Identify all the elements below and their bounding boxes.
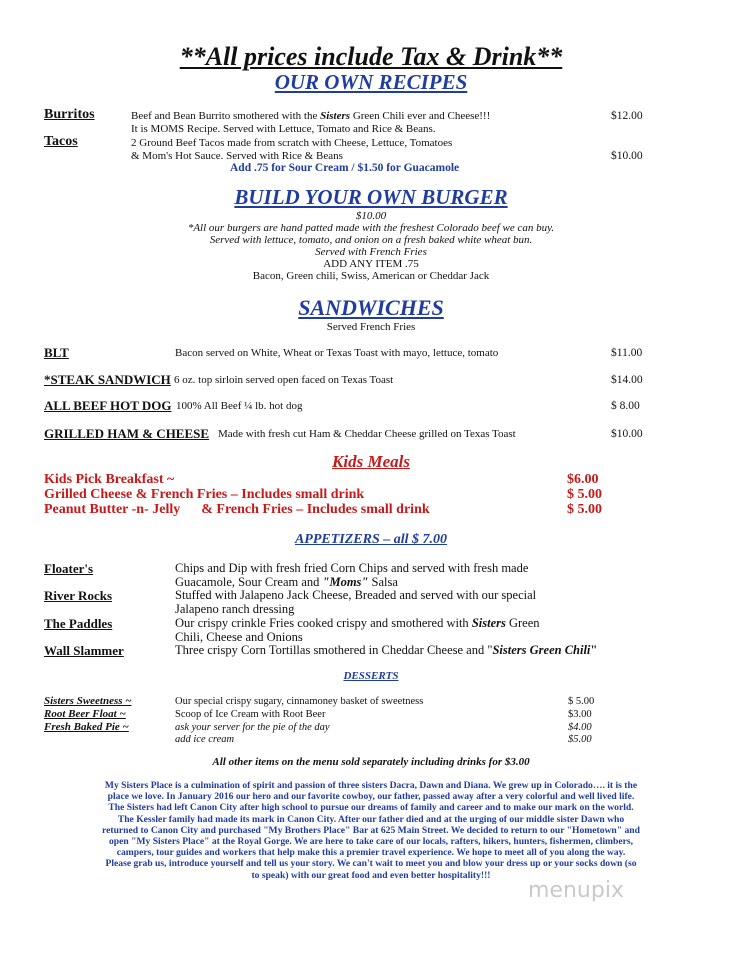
footer-note: All other items on the menu sold separately including drinks for $3.00 [212, 756, 530, 768]
section-title-kids: Kids Meals [332, 452, 410, 471]
item-price-ham-cheese: $10.00 [611, 428, 643, 440]
dessert-name-2: Root Beer Float ~ [44, 708, 126, 720]
app-name-river-rocks: River Rocks [44, 588, 113, 603]
story-line: open "My Sisters Place" at the Royal Gorge. We are here to take care of our locals, rafters, hikers, hunters, fishermen, climbers, [109, 836, 633, 848]
paddles-sisters: Sisters [471, 616, 506, 630]
app-desc-paddles [175, 616, 540, 644]
kids-price-1: $6.00 [567, 472, 599, 487]
kids-price-2: $ 5.00 [567, 487, 602, 502]
burritos-desc-b: Green Chili ever and Cheese!!! [350, 110, 491, 122]
tacos-desc-line1: 2 Ground Beef Tacos made from scratch with Cheese, Lettuce, Tomatoes [131, 137, 453, 149]
item-desc-blt: Bacon served on White, Wheat or Texas Toast with mayo, lettuce, tomato [175, 347, 499, 359]
app-desc-river-rocks [175, 588, 536, 616]
burger-line2: Served with lettuce, tomato, and onion on a fresh baked white wheat bun. [209, 234, 533, 246]
burritos-desc-a: Beef and Bean Burrito smothered with the [131, 110, 321, 122]
item-price-tacos: $10.00 [611, 150, 643, 162]
item-name-ham-cheese: GRILLED HAM & CHEESE [44, 426, 210, 441]
section-title-desserts: DESSERTS [343, 670, 399, 682]
kids-item-1: Kids Pick Breakfast ~ [44, 472, 175, 487]
burger-line5: Bacon, Green chili, Swiss, American or Cheddar Jack [252, 270, 490, 282]
item-desc-tacos [131, 137, 452, 162]
dessert-desc-3: ask your server for the pie of the day [175, 722, 330, 733]
wall-line1a: Three crispy Corn Tortillas smothered in Cheddar Cheese and " [175, 643, 493, 657]
item-name-blt: BLT [44, 345, 69, 360]
river-line1: Stuffed with Jalapeno Jack Cheese, Breaded and served with our special [175, 588, 537, 602]
floaters-line2b: Salsa [368, 575, 398, 589]
item-price-blt: $11.00 [611, 347, 643, 359]
item-desc-burritos [131, 110, 490, 135]
story-line: campers, tour guides and workers that help make this a premier travel experience. We hope to meet all of you along the way. [116, 847, 626, 859]
burritos-desc-line2: It is MOMS Recipe. Served with Lettuce, Tomato and Rice & Beans. [131, 122, 436, 135]
kids-item-2: Grilled Cheese & French Fries – Includes small drink [44, 487, 365, 502]
item-price-burritos: $12.00 [611, 110, 643, 122]
item-desc-hotdog: 100% All Beef ¼ lb. hot dog [176, 400, 303, 412]
paddles-line1b: Green [505, 616, 540, 630]
story-line: place we love. In January 2016 our hero and our favorite cowboy, our father, passed away after a very colorful and well lived life. [107, 791, 635, 803]
item-name-tacos: Tacos [44, 134, 78, 149]
page-title: **All prices include Tax & Drink** [179, 42, 563, 71]
burritos-sisters: Sisters [320, 110, 351, 122]
watermark: menupix [528, 878, 624, 903]
burger-price: $10.00 [355, 210, 387, 222]
story-line: to speak) with our great food and even better hospitality!!! [251, 869, 491, 881]
dessert-desc-2: Scoop of Ice Cream with Root Beer [175, 709, 326, 720]
story-line: My Sisters Place is a culmination of spirit and passion of three sisters Dacra, Dawn and Diana. We grew up in Colorado…. it is the [104, 780, 638, 791]
story-line: The Sisters had left Canon City after high school to pursue our dreams of family and career and to make our mark on the world. [108, 802, 634, 814]
tacos-desc-line2: & Mom's Hot Sauce. Served with Rice & Beans [131, 149, 343, 162]
burger-line1: *All our burgers are hand patted made with the freshest Colorado beef we can buy. [187, 222, 555, 234]
river-line2: Jalapeno ranch dressing [175, 602, 295, 616]
dessert-extra-desc: add ice cream [175, 734, 235, 745]
dessert-desc-1: Our special crispy sugary, cinnamoney basket of sweetness [175, 696, 424, 707]
wall-line1c: " [590, 643, 598, 657]
story-line: The Kessler family had made its mark in Canon City. After our father died and at the urging of our middle sister Dawn who [117, 813, 625, 825]
app-name-paddles: The Paddles [44, 616, 113, 631]
burger-line3: Served with French Fries [315, 246, 427, 258]
dessert-price-3: $4.00 [568, 722, 592, 733]
item-name-hotdog: ALL BEEF HOT DOG [44, 398, 172, 413]
app-name-wall-slammer: Wall Slammer [44, 643, 124, 658]
dessert-price-2: $3.00 [568, 709, 592, 720]
dessert-name-1: Sisters Sweetness ~ [44, 695, 132, 707]
item-name-steak: *STEAK SANDWICH [44, 372, 171, 387]
wall-sisters-chili: Sisters Green Chili [492, 643, 591, 657]
item-price-hotdog: $ 8.00 [611, 400, 640, 412]
app-desc-wall-slammer [175, 643, 597, 657]
section-title-recipes: OUR OWN RECIPES [274, 70, 468, 94]
section-title-sandwiches: SANDWICHES [298, 295, 444, 320]
dessert-name-3: Fresh Baked Pie ~ [44, 721, 129, 733]
floaters-line2a: Guacamole, Sour Cream and [175, 575, 323, 589]
item-desc-steak: 6 oz. top sirloin served open faced on Texas Toast [174, 374, 394, 386]
dessert-price-1: $ 5.00 [568, 696, 595, 707]
item-name-burritos: Burritos [44, 107, 95, 122]
story-line: Please grab us, introduce yourself and tell us your story. We can't wait to meet you and blow your dress up or your socks down (so [105, 858, 637, 870]
kids-item-3: Peanut Butter -n- Jelly & French Fries – Includes small drink [44, 502, 430, 517]
paddles-line2: Chili, Cheese and Onions [175, 630, 303, 644]
kids-price-3: $ 5.00 [567, 502, 602, 517]
app-name-floaters: Floater's [44, 561, 94, 576]
app-desc-floaters [175, 561, 528, 589]
section-title-appetizers: APPETIZERS – all $ 7.00 [294, 532, 448, 547]
story-paragraph [42, 780, 700, 881]
paddles-line1a: Our crispy crinkle Fries cooked crispy and smothered with [175, 616, 472, 630]
floaters-line1: Chips and Dip with fresh fried Corn Chips and served with fresh made [175, 561, 529, 575]
section-title-burger: BUILD YOUR OWN BURGER [234, 185, 508, 209]
floaters-moms: "Moms" [322, 575, 369, 589]
dessert-extra-price: $5.00 [568, 734, 592, 745]
story-line: returned to Canon City and purchased "My Brothers Place" Bar at 625 Main Street. We decided to return to our "Hometown" and [102, 824, 640, 836]
tacos-addon: Add .75 for Sour Cream / $1.50 for Guacamole [230, 162, 460, 174]
item-price-steak: $14.00 [611, 374, 643, 386]
item-desc-ham-cheese: Made with fresh cut Ham & Cheddar Cheese grilled on Texas Toast [218, 428, 516, 440]
burger-line4: ADD ANY ITEM .75 [323, 258, 419, 270]
sandwiches-subtitle: Served French Fries [326, 321, 416, 333]
